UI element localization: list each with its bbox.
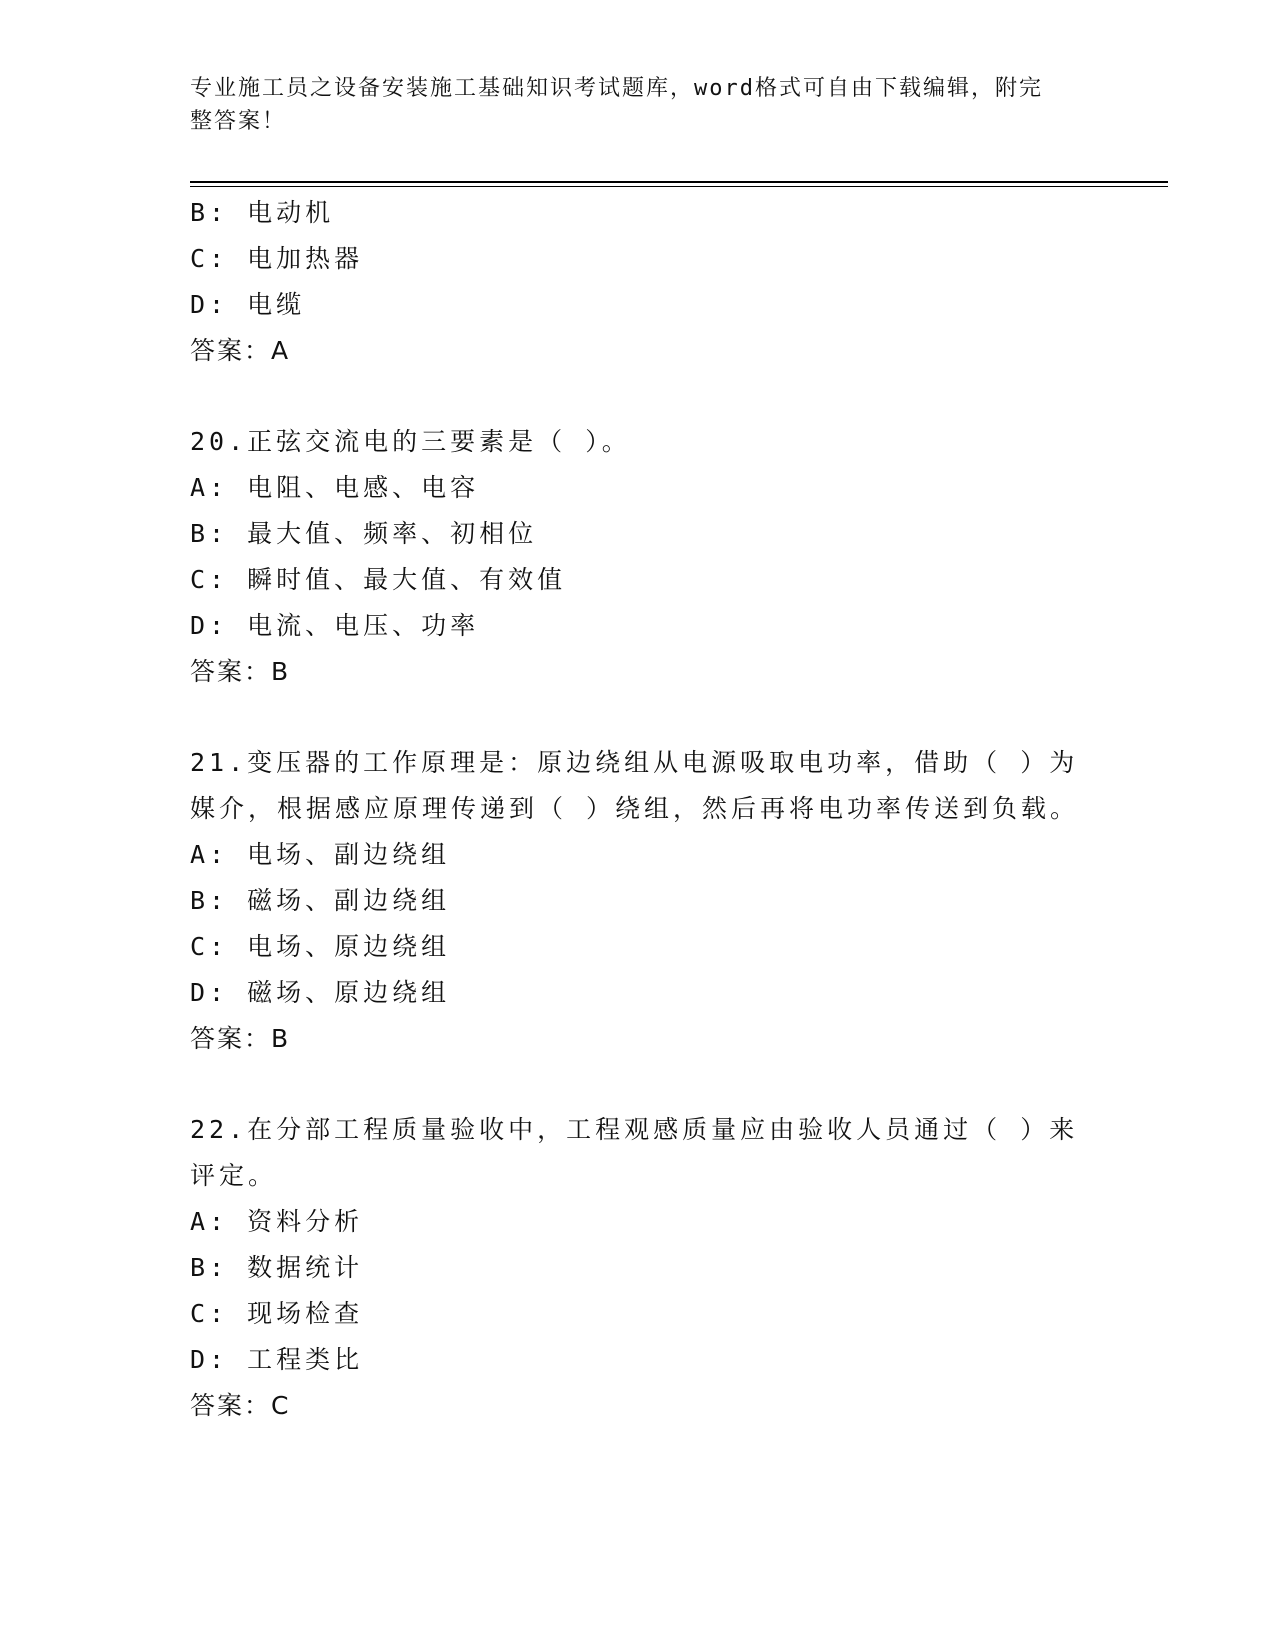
option-b: B: 数据统计 (190, 1253, 364, 1282)
question-block-22 (190, 1107, 1090, 1429)
option-c: C: 电加热器 (190, 244, 364, 273)
question-stem: 20.正弦交流电的三要素是（ ）。 (190, 427, 631, 456)
question-stem-line-2: 评定。 (190, 1161, 278, 1190)
option-a: A: 电场、副边绕组 (190, 840, 451, 869)
option-c: C: 电场、原边绕组 (190, 932, 451, 961)
question-stem-line-2: 媒介，根据感应原理传递到（ ）绕组，然后再将电功率传送到负载。 (190, 794, 1080, 823)
answer-line: 答案：A (190, 336, 291, 365)
option-b: B: 磁场、副边绕组 (190, 886, 451, 915)
answer-line: 答案：B (190, 657, 291, 686)
option-b: B: 最大值、频率、初相位 (190, 519, 538, 548)
option-b: B: 电动机 (190, 198, 335, 227)
question-block-20 (190, 419, 1090, 695)
option-d: D: 工程类比 (190, 1345, 364, 1374)
header-divider-thin (190, 186, 1168, 187)
question-block-continued (190, 190, 1090, 374)
answer-line: 答案：C (190, 1391, 291, 1420)
option-d: D: 电缆 (190, 290, 306, 319)
question-block-21 (190, 740, 1090, 1062)
header-line-2: 整答案！ (190, 109, 287, 134)
option-d: D: 电流、电压、功率 (190, 611, 480, 640)
option-a: A: 资料分析 (190, 1207, 364, 1236)
option-d: D: 磁场、原边绕组 (190, 978, 451, 1007)
document-header (190, 72, 1090, 138)
question-stem-line-1: 22.在分部工程质量验收中，工程观感质量应由验收人员通过（ ）来 (190, 1115, 1079, 1144)
option-c: C: 现场检查 (190, 1299, 364, 1328)
option-c: C: 瞬时值、最大值、有效值 (190, 565, 567, 594)
answer-line: 答案：B (190, 1024, 291, 1053)
header-divider-thick (190, 181, 1168, 183)
question-stem-line-1: 21.变压器的工作原理是：原边绕组从电源吸取电功率，借助（ ）为 (190, 748, 1079, 777)
header-line-1: 专业施工员之设备安装施工基础知识考试题库，word格式可自由下载编辑，附完 (190, 76, 1043, 101)
question-list (190, 190, 1090, 1429)
option-a: A: 电阻、电感、电容 (190, 473, 480, 502)
